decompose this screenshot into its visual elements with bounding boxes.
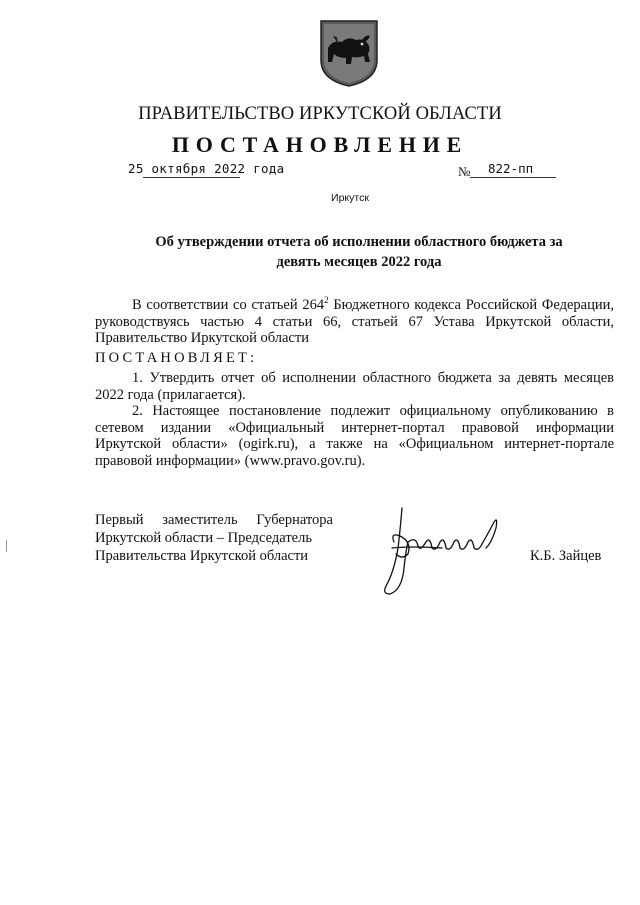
subject-line-2: девять месяцев 2022 года [276, 254, 442, 270]
resolution-item-2: 2. Настоящее постановление подлежит официальному опубликованию в сетевом издании «Официальный интернет-портал правовой информации Иркутской области» (ogirk.ru), а также на «Официальном интернет-портале правовой информации» (www.pravo.gov.ru). [95, 403, 614, 469]
position-word-3: Губернатора [256, 512, 333, 528]
number-sign: № [458, 164, 471, 179]
signatory-position [95, 511, 333, 565]
coat-of-arms-emblem [318, 18, 380, 88]
document-date: 25 октября 2022 года [128, 161, 285, 176]
document-number: 822-пп [488, 161, 534, 176]
preamble-paragraph [95, 297, 614, 347]
resolves-heading: ПОСТАНОВЛЯЕТ: [95, 350, 258, 366]
date-underline [143, 177, 240, 178]
position-word-2: заместитель [162, 512, 238, 528]
position-word-1: Первый [95, 512, 144, 528]
preamble-text-1: В соответствии со статьей 264 [132, 297, 325, 313]
resolution-item-1: 1. Утвердить отчет об исполнении областного бюджета за девять месяцев 2022 года (прилагается). [95, 370, 614, 403]
margin-mark [6, 540, 7, 552]
signatory-name: К.Б. Зайцев [530, 548, 602, 564]
document-subject [120, 232, 598, 272]
number-underline [470, 177, 556, 178]
preamble-text-2: Бюджетного кодекса Российской Федерации, руководствуясь частью 4 статьи 66, статьей 67 Устава Иркутской области, Правительство Иркутской области [95, 297, 614, 347]
city-name: Иркутск [331, 192, 369, 204]
resolution-items [95, 370, 614, 470]
subject-line-1: Об утверждении отчета об исполнении областного бюджета за [155, 234, 563, 250]
preamble-superscript: 2 [324, 295, 329, 306]
position-line-3: Правительства Иркутской области [95, 548, 309, 564]
document-type-title: ПОСТАНОВЛЕНИЕ [171, 132, 469, 157]
position-line-2: Иркутской области – Председатель [95, 530, 312, 546]
handwritten-signature [372, 502, 512, 598]
government-name: ПРАВИТЕЛЬСТВО ИРКУТСКОЙ ОБЛАСТИ [138, 104, 502, 124]
